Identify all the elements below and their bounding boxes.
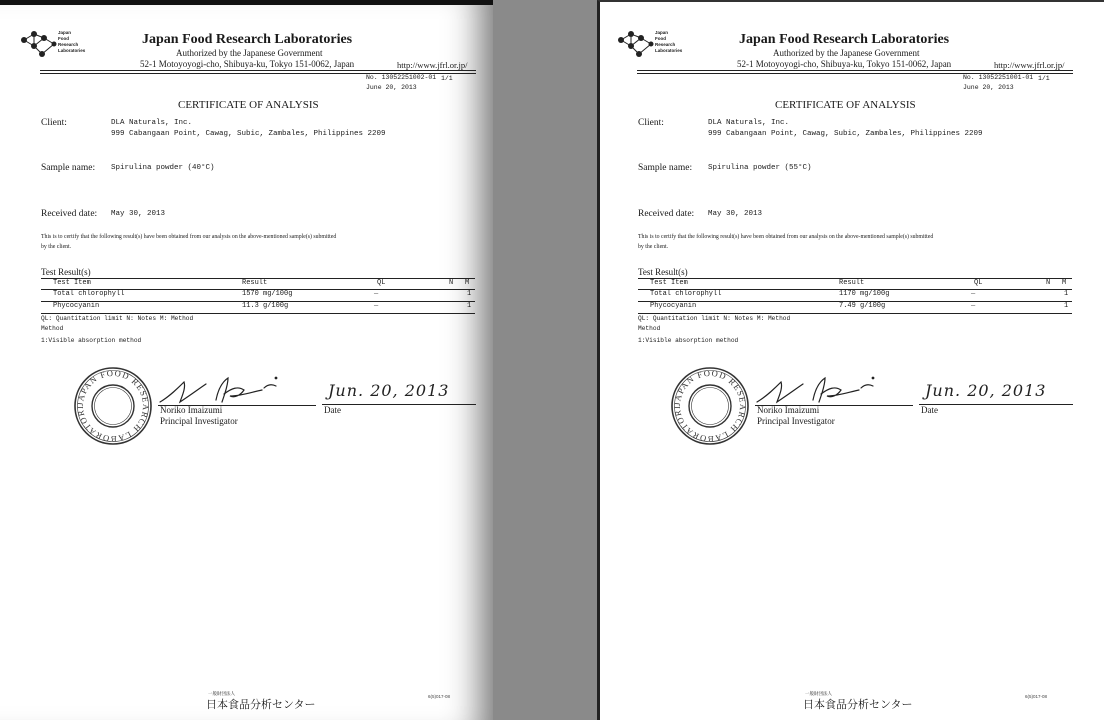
col-header-ql: QL bbox=[377, 279, 386, 287]
date-line bbox=[919, 404, 1073, 405]
client-label: Client: bbox=[41, 118, 67, 128]
certificate-number: No. 13052251002-01 bbox=[366, 74, 437, 81]
table-rule-bottom bbox=[638, 313, 1072, 314]
row-phycocyanin-ql: — bbox=[374, 302, 379, 310]
certificate-page-left bbox=[0, 0, 493, 720]
client-label: Client: bbox=[638, 118, 664, 128]
row-phycocyanin-result: 7.49 g/100g bbox=[839, 302, 886, 310]
legend-method-1: 1:Visible absorption method bbox=[638, 337, 739, 344]
legend-method-1: 1:Visible absorption method bbox=[41, 337, 142, 344]
col-header-ql: QL bbox=[974, 279, 983, 287]
footer-org-name-jp: 日本食品分析センター bbox=[803, 699, 913, 711]
col-header-m: M bbox=[465, 279, 470, 287]
certificate-number: No. 13052251001-01 bbox=[963, 74, 1034, 81]
certify-statement: This is to certify that the following result(s) have been obtained from our analysis on the above-mentioned sample(s) submitted bbox=[41, 234, 337, 240]
date-label: Date bbox=[921, 405, 938, 415]
row-chlorophyll-result: 1170 mg/100g bbox=[839, 290, 890, 298]
col-header-n: N bbox=[449, 279, 454, 287]
client-address: 999 Cabangaan Point, Cawag, Subic, Zambales, Philippines 2209 bbox=[111, 130, 386, 138]
col-header-n: N bbox=[1046, 279, 1051, 287]
page-count: 1/1 bbox=[441, 75, 453, 82]
client-name: DLA Naturals, Inc. bbox=[111, 119, 193, 127]
certificate-title: CERTIFICATE OF ANALYSIS bbox=[775, 99, 916, 111]
received-date-label: Received date: bbox=[41, 209, 98, 219]
authorized-line: Authorized by the Japanese Government bbox=[176, 48, 323, 58]
footer-org-name-jp: 日本食品分析センター bbox=[206, 699, 316, 711]
row-phycocyanin-result: 11.3 g/100g bbox=[242, 302, 289, 310]
date-label: Date bbox=[324, 405, 341, 415]
table-rule-bottom bbox=[41, 313, 475, 314]
certify-statement-cont: by the client. bbox=[638, 244, 669, 250]
row-phycocyanin-method: 1 bbox=[467, 302, 472, 310]
svg-text:JAPAN FOOD RESEARCH LABORATORI bbox=[667, 358, 748, 444]
issue-date: June 20, 2013 bbox=[366, 84, 417, 91]
certificate-title: CERTIFICATE OF ANALYSIS bbox=[178, 99, 319, 111]
svg-text:JAPAN FOOD RESEARCH LABORATORI bbox=[70, 358, 151, 444]
row-phycocyanin-item: Phycocyanin bbox=[53, 302, 100, 310]
certificate-page-right bbox=[597, 0, 1104, 720]
row-chlorophyll-ql: — bbox=[971, 290, 976, 298]
legend-notes: QL: Quantitation limit N: Notes M: Method bbox=[41, 315, 194, 322]
jfrl-logo-icon bbox=[617, 28, 657, 60]
row-phycocyanin-item: Phycocyanin bbox=[650, 302, 697, 310]
jfrl-logo-icon bbox=[20, 28, 60, 60]
sample-name-value: Spirulina powder (40°C) bbox=[111, 164, 215, 172]
sample-name-value: Spirulina powder (55°C) bbox=[708, 164, 812, 172]
signer-title: Principal Investigator bbox=[757, 416, 835, 426]
issue-date: June 20, 2013 bbox=[963, 84, 1014, 91]
received-date-value: May 30, 2013 bbox=[111, 210, 166, 218]
legend-method-label: Method bbox=[638, 325, 661, 332]
investigator-signature bbox=[755, 374, 895, 406]
sample-name-label: Sample name: bbox=[41, 163, 96, 173]
legend-method-label: Method bbox=[41, 325, 64, 332]
sample-name-label: Sample name: bbox=[638, 163, 693, 173]
row-chlorophyll-method: 1 bbox=[1064, 290, 1069, 298]
received-date-label: Received date: bbox=[638, 209, 695, 219]
laboratory-seal-icon bbox=[666, 358, 750, 446]
header-rule-1 bbox=[40, 70, 476, 71]
signer-name: Noriko Imaizumi bbox=[757, 405, 820, 415]
row-phycocyanin-method: 1 bbox=[1064, 302, 1069, 310]
footer-org-type: 一般財団法人 bbox=[208, 691, 235, 696]
authorized-line: Authorized by the Japanese Government bbox=[773, 48, 920, 58]
footer-org-type: 一般財団法人 bbox=[805, 691, 832, 696]
address-line: 52-1 Motoyoyogi-cho, Shibuya-ku, Tokyo 151-0062, Japan bbox=[737, 59, 952, 69]
signer-title: Principal Investigator bbox=[160, 416, 238, 426]
handwritten-date: Jun. 20, 2013 bbox=[328, 381, 450, 400]
col-header-item: Test Item bbox=[53, 279, 91, 287]
seal-text: JAPAN FOOD RESEARCH LABORATORIES bbox=[666, 358, 749, 445]
test-results-heading: Test Result(s) bbox=[638, 267, 688, 277]
row-phycocyanin-ql: — bbox=[971, 302, 976, 310]
row-chlorophyll-item: Total chlorophyll bbox=[650, 290, 722, 298]
certify-statement-cont: by the client. bbox=[41, 244, 72, 250]
test-results-heading: Test Result(s) bbox=[41, 267, 91, 277]
logo-text: Japan Food Research Laboratories bbox=[655, 30, 683, 53]
client-name: DLA Naturals, Inc. bbox=[708, 119, 790, 127]
page-count: 1/1 bbox=[1038, 75, 1050, 82]
col-header-result: Result bbox=[242, 279, 268, 287]
handwritten-date: Jun. 20, 2013 bbox=[925, 381, 1047, 400]
logo-text: Japan Food Research Laboratories bbox=[58, 30, 86, 53]
website-url: http://www.jfrl.or.jp/ bbox=[397, 60, 468, 70]
date-line bbox=[322, 404, 476, 405]
col-header-result: Result bbox=[839, 279, 865, 287]
investigator-signature bbox=[158, 374, 298, 406]
form-code: 6(5)017-08 bbox=[1025, 694, 1048, 699]
legend-notes: QL: Quantitation limit N: Notes M: Method bbox=[638, 315, 791, 322]
address-line: 52-1 Motoyoyogi-cho, Shibuya-ku, Tokyo 151-0062, Japan bbox=[140, 59, 355, 69]
org-name: Japan Food Research Laboratories bbox=[142, 32, 353, 47]
certify-statement: This is to certify that the following result(s) have been obtained from our analysis on the above-mentioned sample(s) submitted bbox=[638, 234, 934, 240]
row-chlorophyll-result: 1570 mg/100g bbox=[242, 290, 293, 298]
seal-text: JAPAN FOOD RESEARCH LABORATORIES bbox=[69, 358, 152, 445]
client-address: 999 Cabangaan Point, Cawag, Subic, Zambales, Philippines 2209 bbox=[708, 130, 983, 138]
col-header-m: M bbox=[1062, 279, 1067, 287]
received-date-value: May 30, 2013 bbox=[708, 210, 763, 218]
signer-name: Noriko Imaizumi bbox=[160, 405, 223, 415]
col-header-item: Test Item bbox=[650, 279, 688, 287]
row-chlorophyll-item: Total chlorophyll bbox=[53, 290, 125, 298]
header-rule-1 bbox=[637, 70, 1073, 71]
website-url: http://www.jfrl.or.jp/ bbox=[994, 60, 1065, 70]
org-name: Japan Food Research Laboratories bbox=[739, 32, 950, 47]
row-chlorophyll-method: 1 bbox=[467, 290, 472, 298]
laboratory-seal-icon bbox=[69, 358, 153, 446]
row-chlorophyll-ql: — bbox=[374, 290, 379, 298]
form-code: 6(5)017-08 bbox=[428, 694, 451, 699]
